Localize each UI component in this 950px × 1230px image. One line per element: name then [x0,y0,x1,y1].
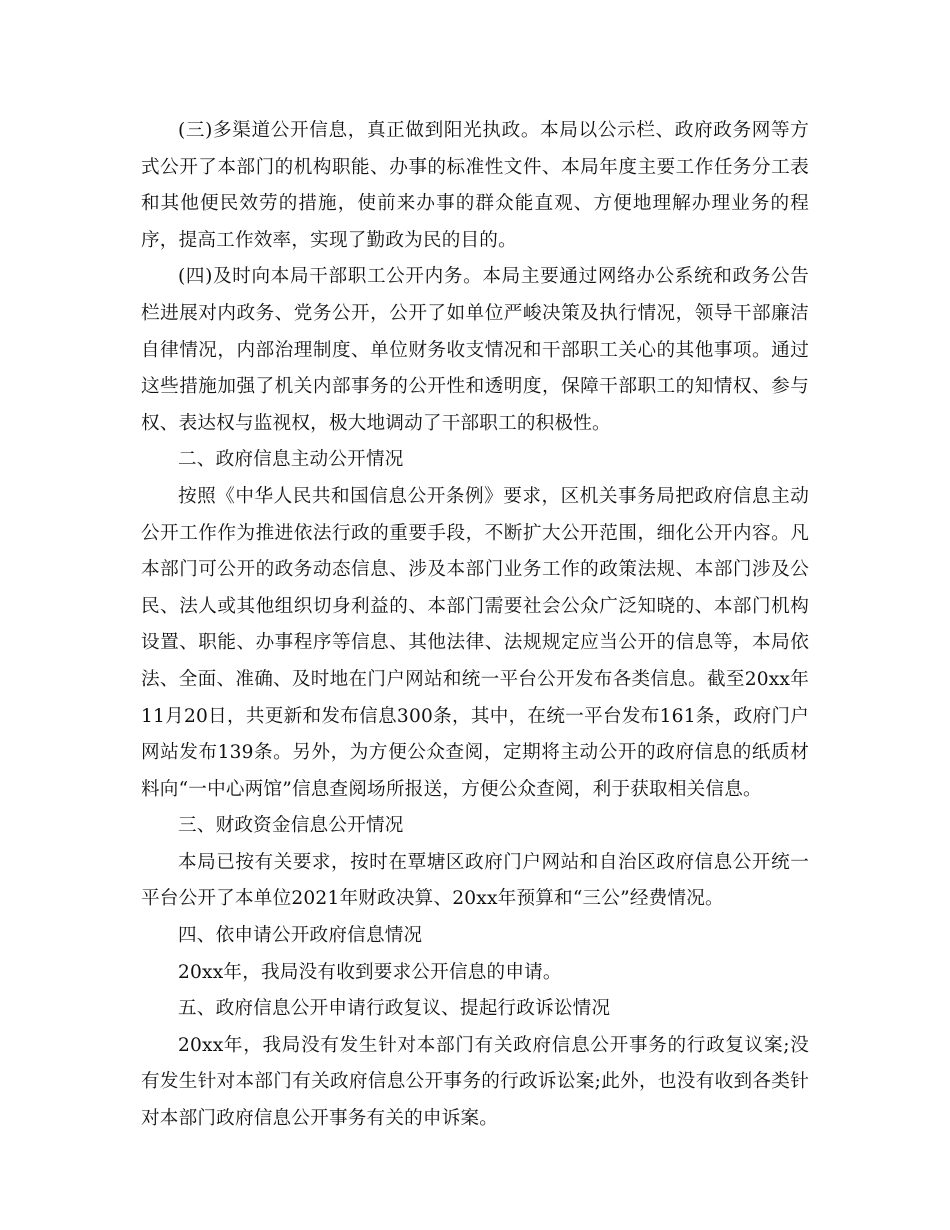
paragraph-open-channels: (三)多渠道公开信息，真正做到阳光执政。本局以公示栏、政府政务网等方式公开了本部门的机构职能、办事的标准性文件、本局年度主要工作任务分工表和其他便民效劳的措施，使前来办事的群众能直观、方便地理解办理业务的程序，提高工作效率，实现了勤政为民的目的。 [141,120,809,251]
heading-fiscal-disclosure: 三、财政资金信息公开情况 [178,815,404,837]
paragraph-proactive-disclosure: 按照《中华人民共和国信息公开条例》要求，区机关事务局把政府信息主动公开工作作为推进依法行政的重要手段，不断扩大公开范围，细化公开内容。凡本部门可公开的政务动态信息、涉及本部门业务工作的政策法规、本部门涉及公民、法人或其他组织切身利益的、本部门需要社会公众广泛知晓的、本部门机构设置、职能、办事程序等信息、其他法律、法规规定应当公开的信息等，本局依法、全面、准确、及时地在门户网站和统一平台公开发布各类信息。截至20xx年11月20日，共更新和发布信息300条，其中，在统一平台发布161条，政府门户网站发布139条。另外，为方便公众查阅，定期将主动公开的政府信息的纸质材料向“一中心两馆”信息查阅场所报送，方便公众查阅，利于获取相关信息。 [141,485,809,800]
document-body [141,113,809,1138]
paragraph-application-disclosure: 20xx年，我局没有收到要求公开信息的申请。 [178,961,562,983]
paragraph-internal-affairs: (四)及时向本局干部职工公开内务。本局主要通过网络办公系统和政务公告栏进展对内政务、党务公开，公开了如单位严峻决策及执行情况，领导干部廉洁自律情况，内部治理制度、单位财务收支情况和干部职工关心的其他事项。通过这些措施加强了机关内部事务的公开性和透明度，保障干部职工的知情权、参与权、表达权与监视权，极大地调动了干部职工的积极性。 [141,266,809,434]
heading-proactive-disclosure: 二、政府信息主动公开情况 [178,449,404,471]
heading-application-disclosure: 四、依申请公开政府信息情况 [178,925,423,947]
paragraph-fiscal-disclosure: 本局已按有关要求，按时在覃塘区政府门户网站和自治区政府信息公开统一平台公开了本单位2021年财政决算、20xx年预算和“三公”经费情况。 [141,851,809,910]
paragraph-review-litigation: 20xx年，我局没有发生针对本部门有关政府信息公开事务的行政复议案;没有发生针对本部门有关政府信息公开事务的行政诉讼案;此外，也没有收到各类针对本部门政府信息公开事务有关的申诉案。 [141,1034,809,1130]
heading-review-litigation: 五、政府信息公开申请行政复议、提起行政诉讼情况 [178,998,611,1020]
